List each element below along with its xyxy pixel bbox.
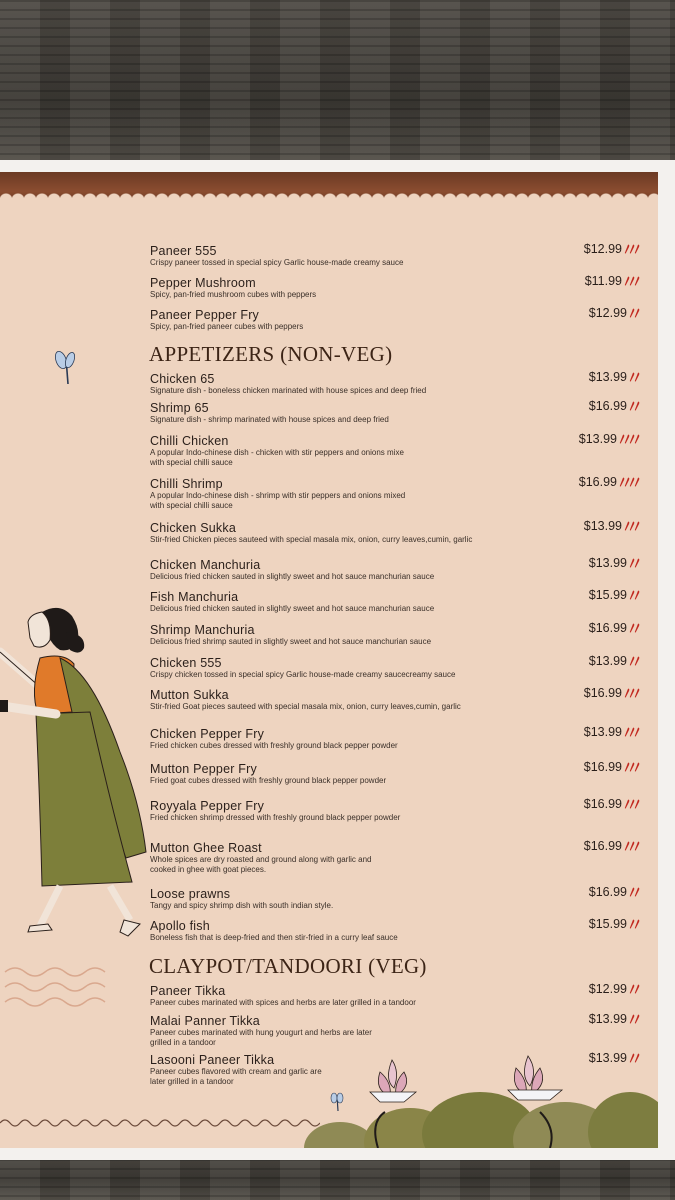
menu-item-name: Pepper Mushroom [150,276,256,290]
menu-item-price: $13.99 [583,725,622,739]
chili-heat-icon [625,276,640,286]
menu-item-name: Chicken 555 [150,656,222,670]
menu-item-price: $13.99 [588,556,627,570]
menu-item-price: $16.99 [588,885,627,899]
menu-item-price: $12.99 [583,242,622,256]
menu-item [150,919,650,943]
menu-item-name: Shrimp Manchuria [150,623,255,637]
chili-heat-icon [625,727,640,737]
menu-item-price: $12.99 [588,982,627,996]
menu-item-description: Crispy paneer tossed in special spicy Garlic house-made creamy sauce [150,258,404,267]
menu-item [150,762,650,786]
menu-item-description: A popular Indo-chinese dish - shrimp with stir peppers and onions mixed [150,491,406,500]
menu-item [150,477,650,511]
menu-item-price-group [589,982,640,996]
menu-item [150,656,650,680]
menu-item-description: Delicious fried chicken sauted in slightly sweet and hot sauce manchurian sauce [150,572,435,581]
chili-heat-icon [620,434,640,444]
chili-heat-icon [630,558,640,568]
menu-item-description: Spicy, pan-fried paneer cubes with peppers [150,322,304,331]
menu-item-description: Tangy and spicy shrimp dish with south indian style. [150,901,334,910]
menu-item-price-group [589,556,640,570]
menu-item [150,984,650,1008]
menu-item-description: Stir-fried Goat pieces sauteed with special masala mix, onion, curry leaves,cumin, garlic [150,702,461,711]
menu-item-price-group [584,686,640,700]
menu-item-description: Boneless fish that is deep-fried and then stir-fried in a curry leaf sauce [150,933,398,942]
menu-item-name: Paneer 555 [150,244,217,258]
section-heading-nonveg: APPETIZERS (NON-VEG) [149,342,393,366]
chili-heat-icon [625,244,640,254]
menu-item-price: $16.99 [583,839,622,853]
menu-item-name: Chilli Chicken [150,434,229,448]
menu-item-description: cooked in ghee with goat pieces. [150,865,267,874]
menu-item-description: Crispy chicken tossed in special spicy Garlic house-made creamy saucecreamy sauce [150,670,456,679]
menu-item-price-group [589,1051,640,1065]
menu-item-name: Apollo fish [150,919,210,933]
wave-border [0,1116,320,1130]
menu-item [150,887,650,911]
menu-item-description: A popular Indo-chinese dish - chicken with stir peppers and onions mixe [150,448,404,457]
chili-heat-icon [625,799,640,809]
chili-heat-icon [630,1053,640,1063]
menu-item-price-group [584,760,640,774]
menu-item-price: $12.99 [588,306,627,320]
menu-item-price-group [589,885,640,899]
menu-item [150,401,650,425]
menu-item-price: $13.99 [588,370,627,384]
menu-item-price-group [584,725,640,739]
menu-item-name: Fish Manchuria [150,590,239,604]
menu-item [150,590,650,614]
menu-item [150,521,650,545]
menu-item-description: Fried goat cubes dressed with freshly ground black pepper powder [150,776,387,785]
menu-item-price: $16.99 [583,797,622,811]
chili-heat-icon [630,887,640,897]
menu-item [150,799,650,823]
chili-heat-icon [630,919,640,929]
decorative-pattern [0,962,130,1022]
menu-item-price-group [584,519,640,533]
menu-item [150,623,650,647]
menu-item-description: grilled in a tandoor [150,1038,216,1047]
menu-item [150,372,650,396]
menu-item [150,308,650,332]
menu-item-price: $16.99 [583,760,622,774]
chili-heat-icon [625,762,640,772]
menu-item-price-group [584,797,640,811]
menu-item-price: $13.99 [588,1012,627,1026]
menu-item-description: Delicious fried chicken sauted in slightly sweet and hot sauce manchurian sauce [150,604,435,613]
menu-item [150,244,650,268]
menu-item-description: Signature dish - shrimp marinated with house spices and deep fried [150,415,389,424]
menu-item-description: later grilled in a tandoor [150,1077,234,1086]
wooden-table-top [0,0,675,170]
menu-item-name: Mutton Ghee Roast [150,841,262,855]
menu-item-name: Shrimp 65 [150,401,209,415]
menu-item [150,558,650,582]
menu-page [0,172,658,1148]
menu-item-description: Signature dish - boneless chicken marinated with house spices and deep fried [150,386,427,395]
menu-item-price: $13.99 [588,654,627,668]
menu-item-price-group [579,432,640,446]
menu-item-description: Delicious fried shrimp sauted in slightly sweet and hot sauce manchurian sauce [150,637,432,646]
menu-item-description: with special chilli sauce [150,458,233,467]
chili-heat-icon [630,623,640,633]
menu-item-price: $11.99 [584,274,622,288]
menu-item-name: Malai Panner Tikka [150,1014,260,1028]
menu-item-description: with special chilli sauce [150,501,233,510]
woman-illustration [0,602,150,962]
dragonfly-icon [54,350,78,386]
menu-item-description: Paneer cubes flavored with cream and garlic are [150,1067,322,1076]
menu-item-price: $16.99 [583,686,622,700]
menu-item-name: Mutton Pepper Fry [150,762,257,776]
menu-item-price: $13.99 [583,519,622,533]
menu-item [150,1053,650,1087]
menu-item-price-group [589,917,640,931]
menu-item-price-group [579,475,640,489]
menu-item-price: $16.99 [588,399,627,413]
menu-item-price-group [584,839,640,853]
menu-item-description: Stir-fried Chicken pieces sauteed with special masala mix, onion, curry leaves,cumin, garlic [150,535,473,544]
chili-heat-icon [630,656,640,666]
menu-item-name: Royyala Pepper Fry [150,799,265,813]
menu-item-name: Lasooni Paneer Tikka [150,1053,275,1067]
menu-item-price-group [589,306,640,320]
menu-item-price: $13.99 [578,432,617,446]
chili-heat-icon [625,688,640,698]
menu-item-name: Loose prawns [150,887,231,901]
chili-heat-icon [620,477,640,487]
chili-heat-icon [630,590,640,600]
menu-item [150,1014,650,1048]
menu-item-price: $15.99 [588,917,627,931]
chili-heat-icon [630,984,640,994]
chili-heat-icon [630,308,640,318]
menu-item-price: $13.99 [588,1051,627,1065]
menu-item-price: $15.99 [588,588,627,602]
menu-item-price-group [589,399,640,413]
menu-item-price-group [589,588,640,602]
menu-item-name: Chilli Shrimp [150,477,223,491]
menu-item-name: Chicken 65 [150,372,215,386]
decorative-top-border [0,172,658,200]
menu-item-name: Paneer Pepper Fry [150,308,260,322]
chili-heat-icon [630,401,640,411]
chili-heat-icon [625,521,640,531]
menu-item-name: Mutton Sukka [150,688,229,702]
menu-item [150,727,650,751]
menu-item-description: Fried chicken cubes dressed with freshly ground black pepper powder [150,741,398,750]
chili-heat-icon [625,841,640,851]
menu-item-price-group [589,1012,640,1026]
chili-heat-icon [630,372,640,382]
menu-item-description: Fried chicken shrimp dressed with freshly ground black pepper powder [150,813,401,822]
menu-item [150,841,650,875]
menu-item-price: $16.99 [578,475,617,489]
menu-item-price-group [585,274,640,288]
menu-item-price: $16.99 [588,621,627,635]
menu-item-name: Paneer Tikka [150,984,226,998]
menu-item-name: Chicken Sukka [150,521,236,535]
menu-item [150,434,650,468]
menu-item-name: Chicken Manchuria [150,558,261,572]
menu-item-description: Paneer cubes marinated with spices and herbs are later grilled in a tandoor [150,998,416,1007]
menu-item-description: Paneer cubes marinated with hung yougurt and herbs are later [150,1028,372,1037]
menu-item-name: Chicken Pepper Fry [150,727,265,741]
menu-item-price-group [584,242,640,256]
menu-item-description: Whole spices are dry roasted and ground along with garlic and [150,855,372,864]
menu-item [150,276,650,300]
chili-heat-icon [630,1014,640,1024]
menu-item-description: Spicy, pan-fried mushroom cubes with peppers [150,290,317,299]
menu-item-price-group [589,370,640,384]
menu-item [150,688,650,712]
section-heading-claypot: CLAYPOT/TANDOORI (VEG) [149,954,427,978]
menu-item-price-group [589,621,640,635]
menu-item-price-group [589,654,640,668]
